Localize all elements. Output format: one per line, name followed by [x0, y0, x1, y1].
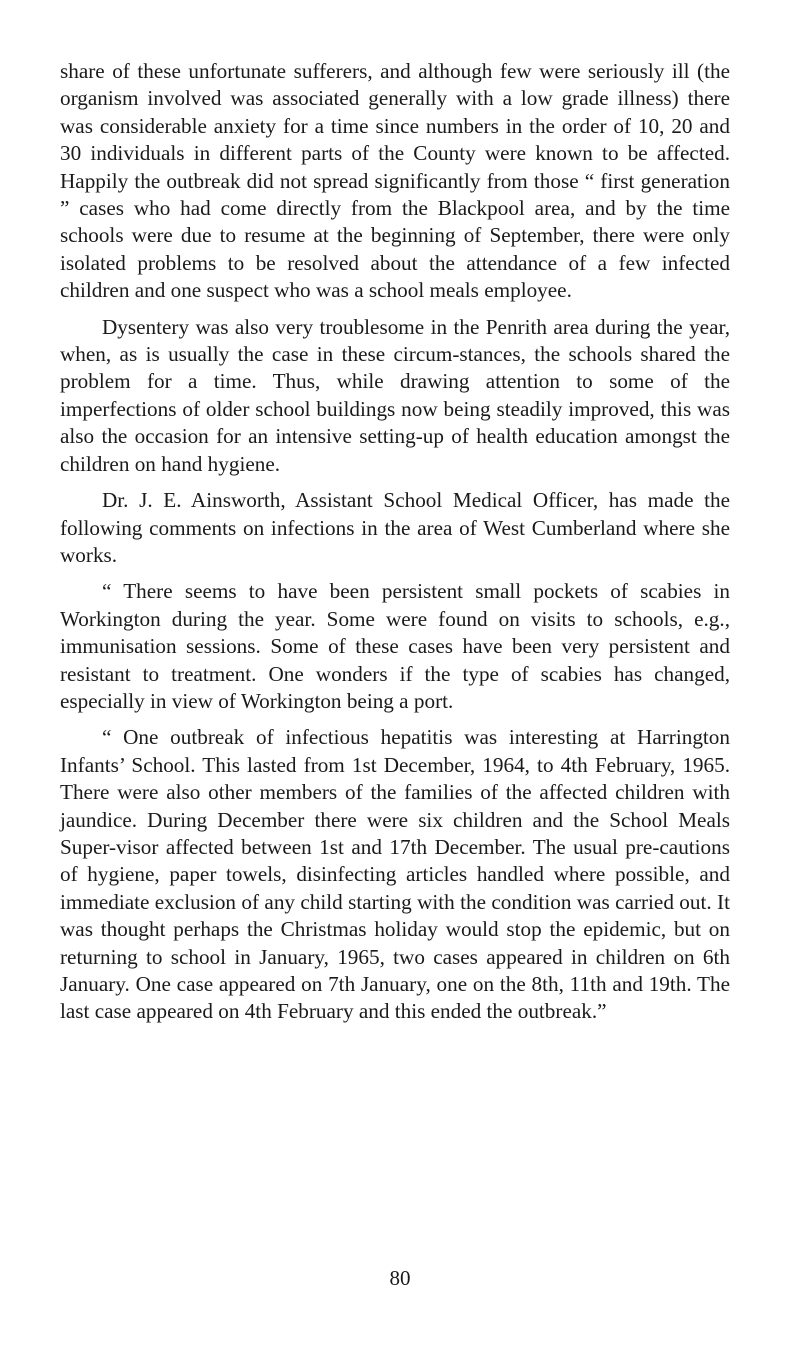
page-body	[60, 58, 730, 1035]
paragraph-continuation: share of these unfortunate sufferers, and although few were seriously ill (the organism involved was associated generally with a low grade illness) there was considerable anxiety for a time since numbers in the order of 10, 20 and 30 individuals in different parts of the County were known to be affected. Happily the outbreak did not spread significantly from those “ first generation ” cases who had come directly from the Blackpool area, and by the time schools were due to resume at the beginning of September, there were only isolated problems to be resolved about the attendance of a few infected children and one suspect who was a school meals employee.	[60, 59, 730, 303]
paragraph-scabies-quote: “ There seems to have been persistent small pockets of scabies in Workington during the year. Some were found on visits to schools, e.g., immunisation sessions. Some of these cases have been very persistent and resistant to treatment. One wonders if the type of scabies has changed, especially in view of Workington being a port.	[60, 579, 730, 713]
paragraph-dysentery: Dysentery was also very troublesome in the Penrith area during the year, when, as is usually the case in these circum-stances, the schools shared the problem for a time. Thus, while drawing attention to some of the imperfections of older school buildings now being steadily improved, this was also the occasion for an intensive setting-up of health education amongst the children on hand hygiene.	[60, 314, 730, 476]
paragraph-ainsworth-intro: Dr. J. E. Ainsworth, Assistant School Medical Officer, has made the following comments on infections in the area of West Cumberland where she works.	[60, 488, 730, 567]
paragraph-hepatitis-quote: “ One outbreak of infectious hepatitis was interesting at Harrington Infants’ School. This lasted from 1st December, 1964, to 4th February, 1965. There were also other members of the families of the affected children with jaundice. During December there were six children and the School Meals Super-visor affected between 1st and 17th December. The usual pre-cautions of hygiene, paper towels, disinfecting articles handled where possible, and immediate exclusion of any child starting with the condition was carried out. It was thought perhaps the Christmas holiday would stop the epidemic, but on returning to school in January, 1965, two cases appeared in children on 6th January. One case appeared on 7th January, one on the 8th, 11th and 19th. The last case appeared on 4th February and this ended the outbreak.”	[60, 725, 730, 1024]
page-number: 80	[389, 1266, 411, 1290]
